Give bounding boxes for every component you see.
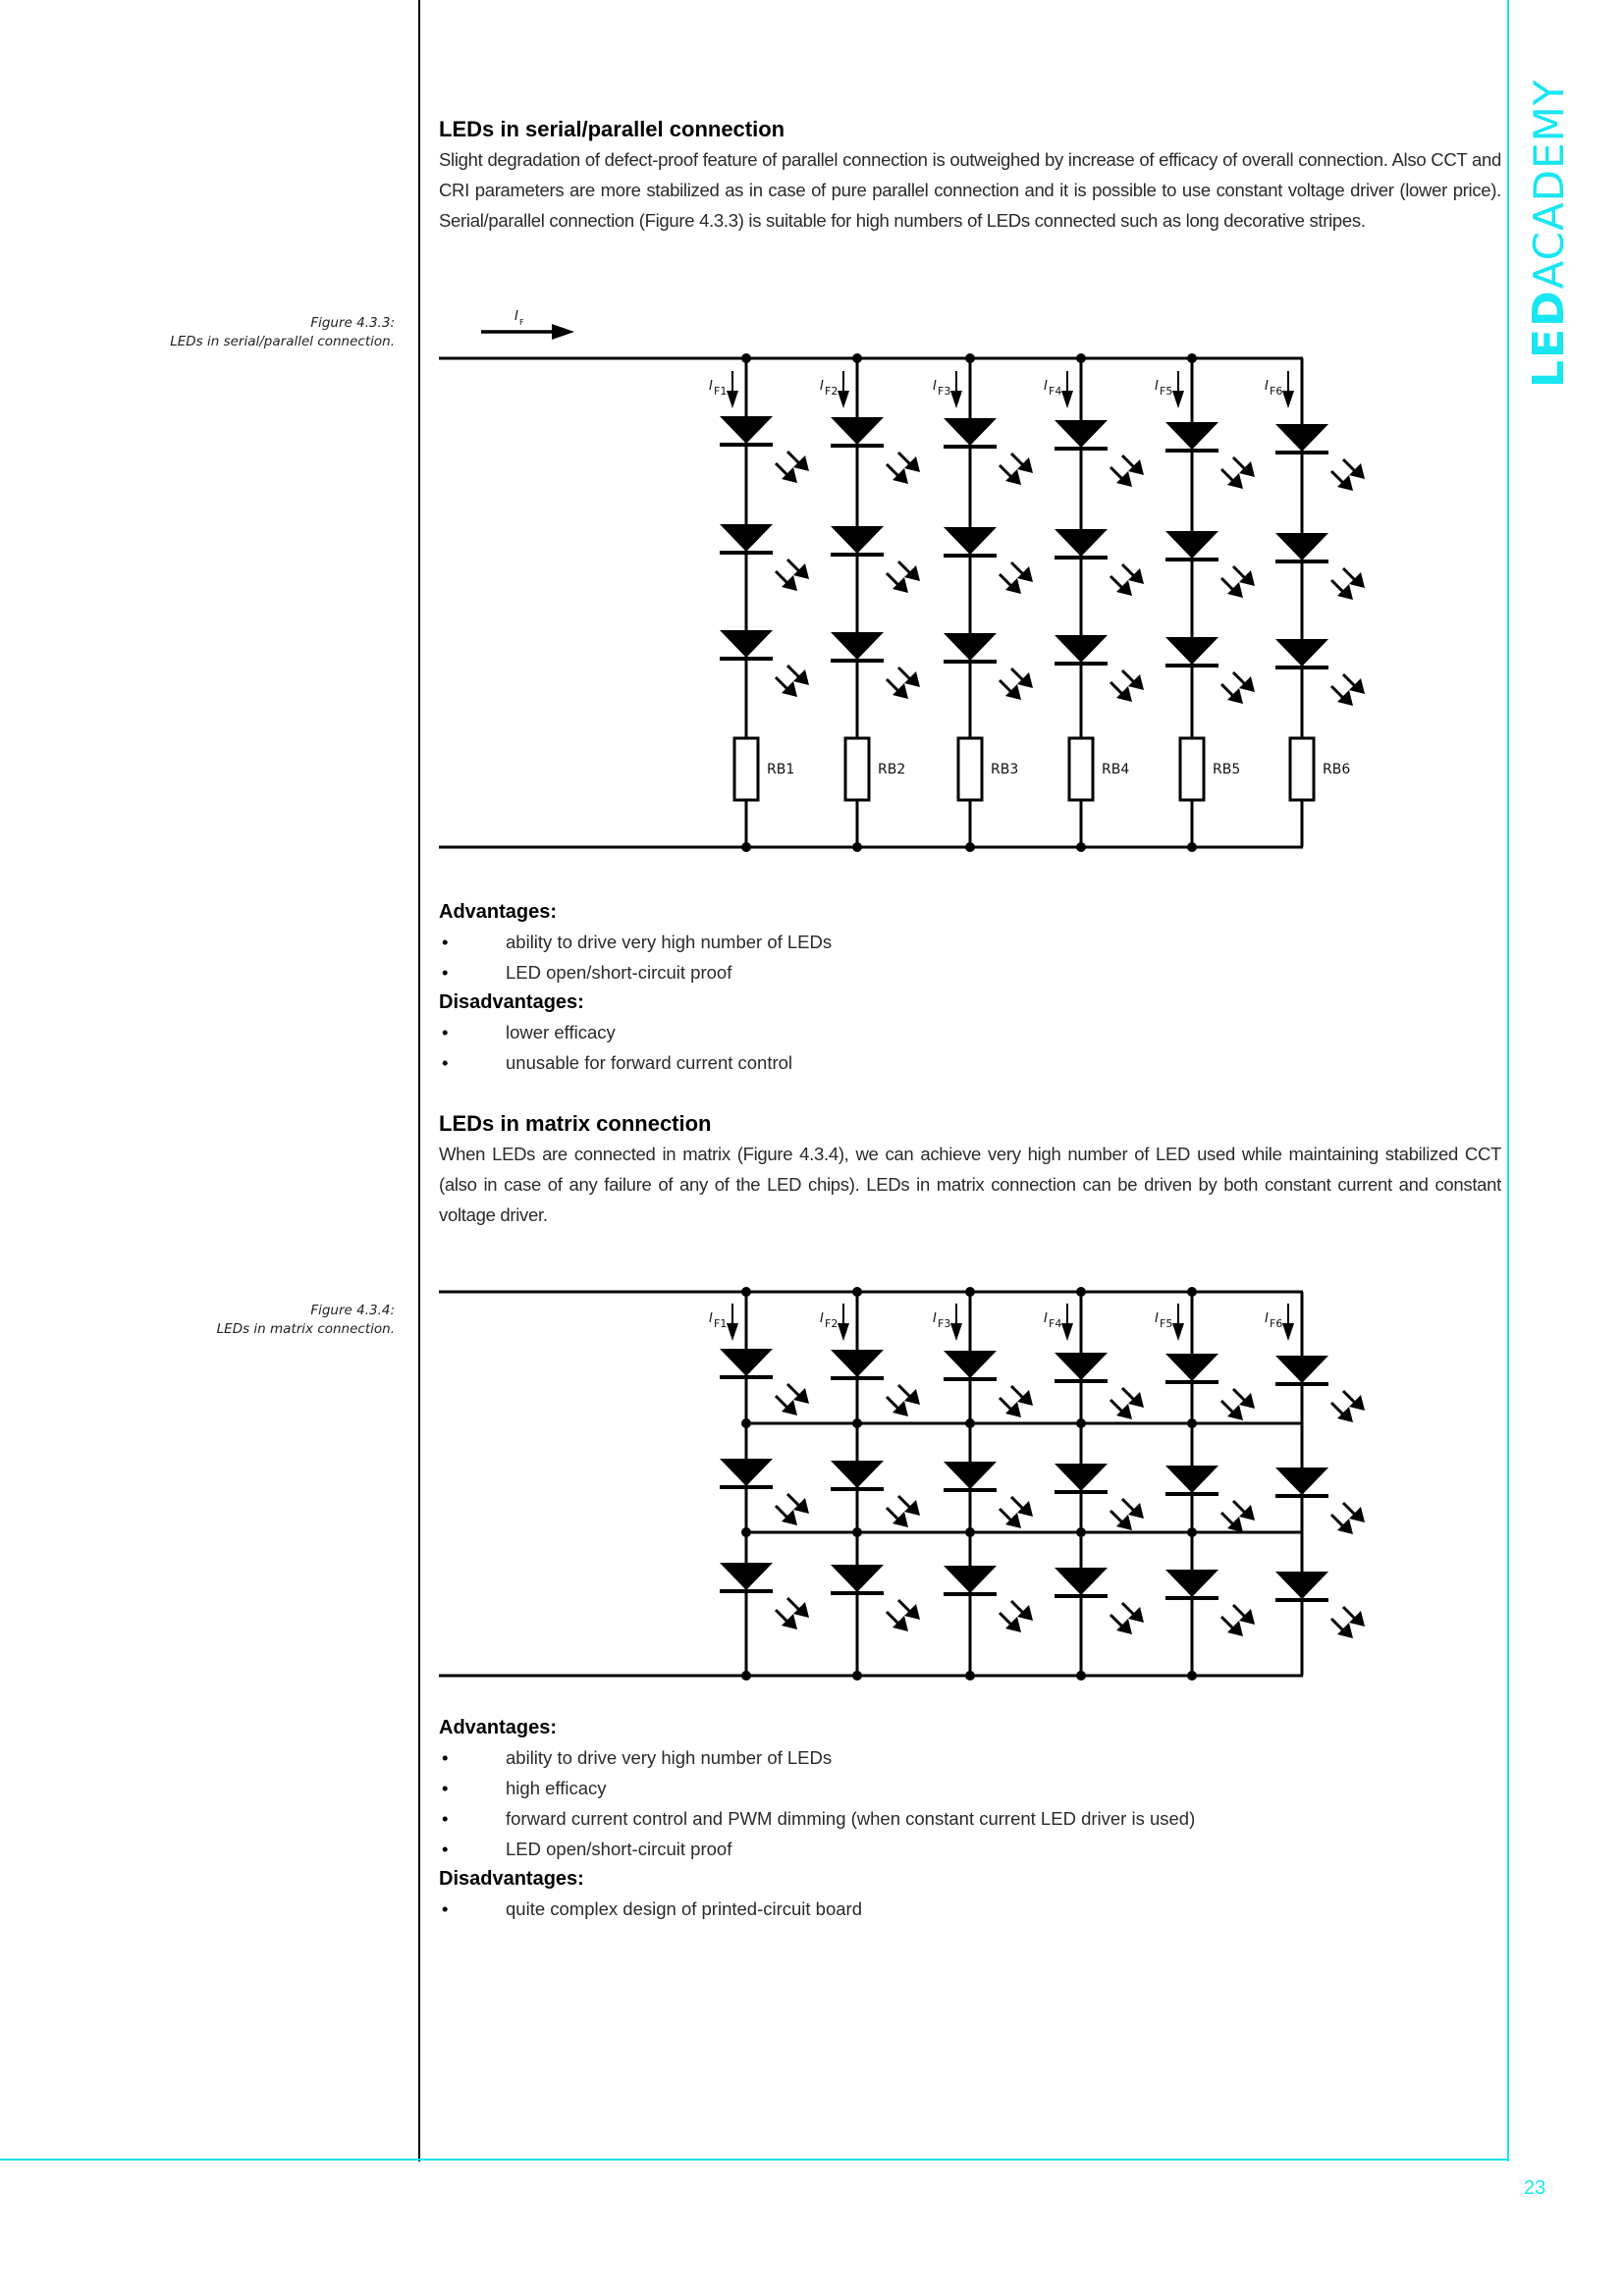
brand-bold: LED (1524, 289, 1574, 388)
section-body: When LEDs are connected in matrix (Figure 4.3.4), we can achieve very high number of LED used while maintaining stabilized CCT (also in case of any failure of any of the LED chips). LEDs in matrix connection can be driven by both constant current and constant voltage driver. (439, 1144, 1501, 1225)
svg-text:RB1: RB1 (767, 762, 795, 777)
svg-text:RB6: RB6 (1323, 762, 1351, 777)
disadvantages-title: Disadvantages: (439, 1868, 584, 1890)
figure-number: Figure 4.3.4: (310, 1303, 395, 1318)
matrix-pros-cons (439, 1713, 1501, 1924)
matrix-col-1 (709, 1287, 809, 1681)
svg-text:F1: F1 (714, 385, 728, 398)
svg-text:I: I (933, 379, 937, 394)
list-item: • quite complex design of printed-circuit board (439, 1894, 1501, 1924)
svg-text:I: I (933, 1311, 937, 1326)
page-number: 23 (1524, 2177, 1546, 2199)
figure-number: Figure 4.3.3: (310, 315, 395, 331)
serial-parallel-pros-cons (439, 897, 1501, 1078)
matrix-col-2 (820, 1287, 920, 1681)
branch-2 (820, 353, 920, 852)
list-item: • LED open/short-circuit proof (439, 1834, 1501, 1864)
list-item: • unusable for forward current control (439, 1047, 1501, 1078)
svg-text:RB2: RB2 (878, 762, 906, 777)
advantages-title: Advantages: (439, 901, 558, 923)
disadvantages-title: Disadvantages: (439, 991, 584, 1013)
branch-4 (1044, 353, 1144, 852)
svg-text:F2: F2 (825, 1317, 839, 1330)
list-item: • ability to drive very high number of LEDs (439, 927, 1501, 957)
svg-text:RB3: RB3 (991, 762, 1019, 777)
svg-text:F3: F3 (938, 385, 951, 398)
matrix-col-4 (1044, 1287, 1144, 1681)
if-label: I (514, 309, 518, 324)
svg-text:F2: F2 (825, 385, 839, 398)
svg-text:F1: F1 (714, 1317, 728, 1330)
branch-6 (1265, 358, 1365, 847)
section-body: Slight degradation of defect-proof feature of parallel connection is outweighed by increase of efficacy of overall connection. Also CCT and CRI parameters are more stabilized as in case of pure parallel connection and it is possible to use constant voltage driver (lower price). Serial/parallel connection (Figure 4.3.3) is suitable for high numbers of LEDs connected such as long decorative stripes. (439, 149, 1501, 231)
svg-text:F5: F5 (1160, 1317, 1173, 1330)
figure-caption-text: LEDs in serial/parallel connection. (170, 334, 395, 349)
list-item: • high efficacy (439, 1773, 1501, 1803)
svg-text:I: I (1265, 379, 1269, 394)
svg-text:I: I (1044, 379, 1048, 394)
figure-caption-text: LEDs in matrix connection. (216, 1321, 395, 1337)
svg-text:I: I (1265, 1311, 1269, 1326)
svg-text:F6: F6 (1270, 385, 1283, 398)
figure-caption-4-3-4 (217, 1302, 395, 1339)
svg-text:I: I (709, 379, 713, 394)
advantages-title: Advantages: (439, 1717, 558, 1738)
branch-1 (709, 353, 809, 852)
section-matrix (439, 1109, 1501, 1230)
serial-parallel-circuit (439, 309, 1365, 852)
svg-text:F6: F6 (1270, 1317, 1283, 1330)
list-item: • ability to drive very high number of LEDs (439, 1742, 1501, 1773)
svg-text:I: I (709, 1311, 713, 1326)
svg-text:I: I (1044, 1311, 1048, 1326)
svg-text:F3: F3 (938, 1317, 951, 1330)
svg-text:F4: F4 (1049, 385, 1062, 398)
svg-text:RB4: RB4 (1102, 762, 1130, 777)
svg-text:F4: F4 (1049, 1317, 1062, 1330)
matrix-circuit (439, 1287, 1365, 1681)
matrix-col-3 (933, 1287, 1033, 1681)
svg-text:I: I (820, 1311, 824, 1326)
list-item: • lower efficacy (439, 1017, 1501, 1047)
list-item: • LED open/short-circuit proof (439, 957, 1501, 988)
svg-text:F: F (519, 318, 524, 327)
matrix-col-6 (1265, 1292, 1365, 1676)
svg-text:I: I (1155, 1311, 1159, 1326)
section-title: LEDs in matrix connection (439, 1111, 712, 1136)
matrix-col-5 (1155, 1287, 1255, 1681)
branch-5 (1155, 353, 1255, 852)
section-title: LEDs in serial/parallel connection (439, 117, 785, 141)
svg-text:F5: F5 (1160, 385, 1173, 398)
svg-text:I: I (1155, 379, 1159, 394)
list-item: • forward current control and PWM dimming (when constant current LED driver is used) (439, 1803, 1501, 1834)
svg-text:RB5: RB5 (1213, 762, 1241, 777)
svg-text:I: I (820, 379, 824, 394)
branch-3 (933, 353, 1033, 852)
brand-light: ACADEMY (1525, 79, 1573, 290)
